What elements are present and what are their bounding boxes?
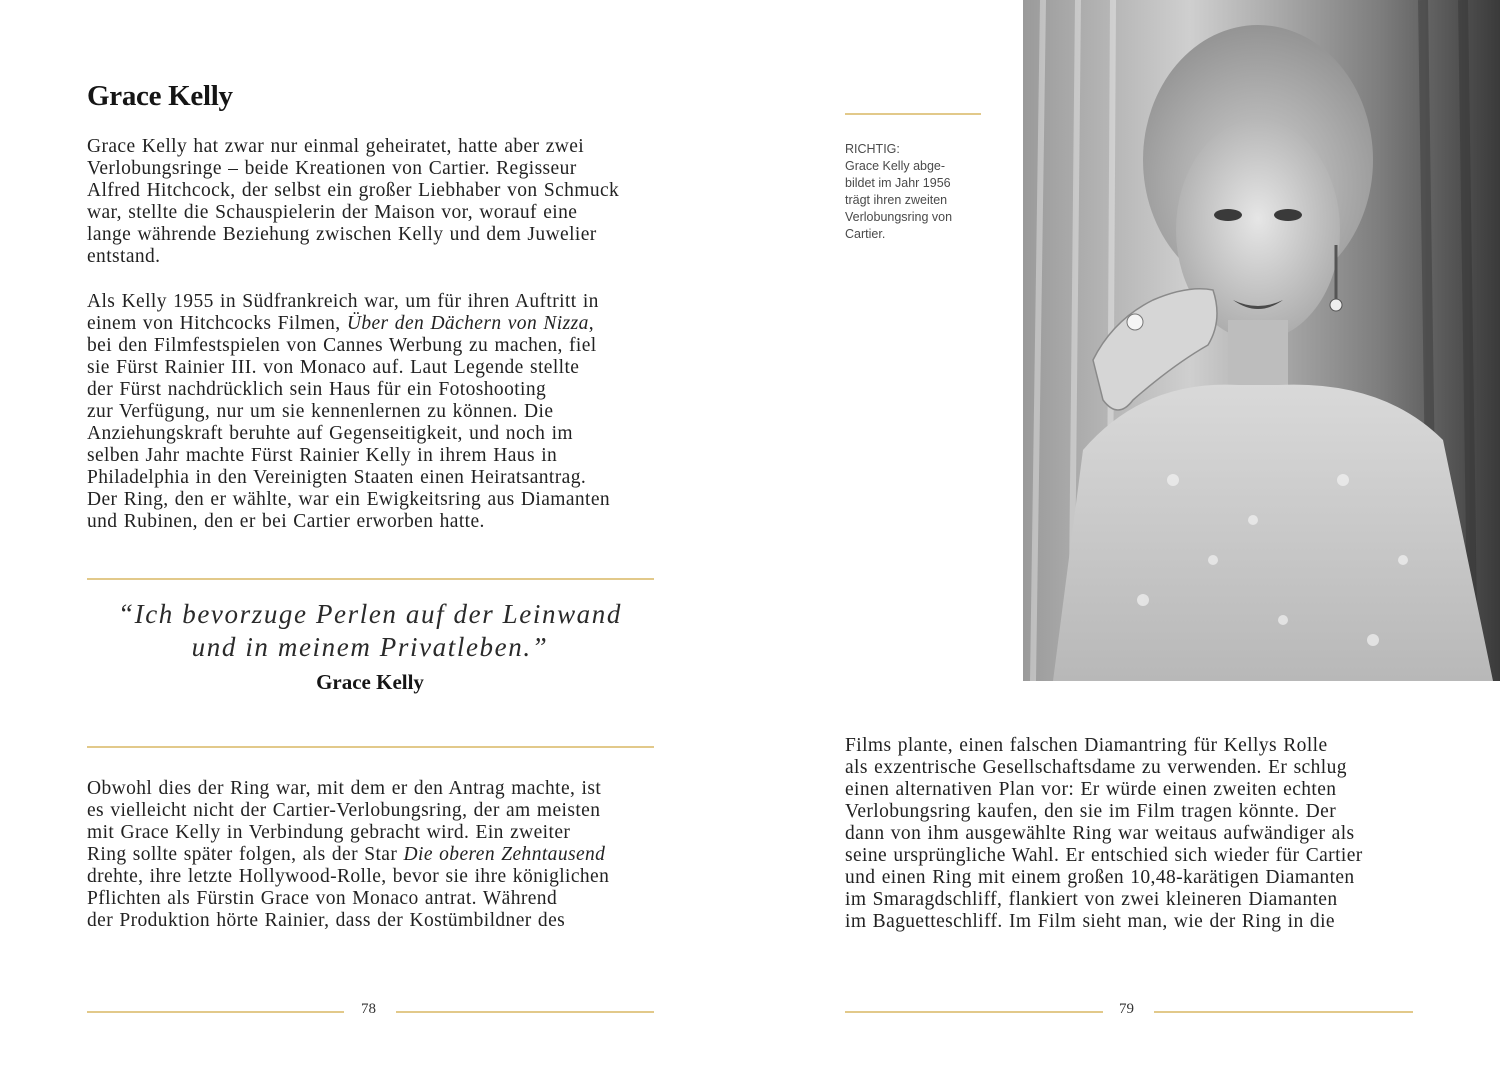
paragraph-1: Grace Kelly hat zwar nur einmal geheiratet, hatte aber zwei Verlobungsringe – beide Kreationen von Cartier. Regisseur Alfred Hitchcock, der selbst ein großer Liebhaber von Schmuck war, stellte die Schauspielerin der Maison vor, worauf eine lange währende Beziehung zwischen Kelly und dem Juwelier entstand. <box>87 136 620 267</box>
page-heading: Grace Kelly <box>87 80 233 112</box>
caption-rule <box>845 113 981 115</box>
paragraph-3-part-a: Obwohl dies der Ring war, mit dem er den Antrag machte, ist es vielleicht nicht der Cartier-Verlobungsring, der am meisten mit Grace Kelly in Verbindung gebracht wird. Ein zweiter Ring sollte später folgen, als der Star <box>87 778 602 865</box>
paragraph-2-part-a: Als Kelly 1955 in Südfrankreich war, um für ihren Auftritt in einem von Hitchcocks Filmen, <box>87 291 599 334</box>
footer-rule-right-a <box>845 1011 1103 1013</box>
paragraph-2 <box>87 291 667 533</box>
paragraph-3-part-b: drehte, ihre letzte Hollywood-Rolle, bevor sie ihre königlichen Pflichten als Fürstin Grace von Monaco antrat. Während der Produktion hörte Rainier, dass der Kostümbildner des <box>87 866 610 931</box>
film-title-nizza: Über den Dächern von Nizza <box>346 313 589 334</box>
quote-bottom-rule <box>87 746 654 748</box>
footer-rule-left-a <box>87 1011 344 1013</box>
pull-quote-author: Grace Kelly <box>316 670 424 694</box>
film-title-zehntausend: Die oberen Zehntausend <box>403 844 606 865</box>
paragraph-4: Films plante, einen falschen Diamantring für Kellys Rolle als exzentrische Gesellschaftsdame zu verwenden. Er schlug einen alternativen Plan vor: Er würde einen zweiten echten Verlobungsring kaufen, den sie im Film tragen könnte. Der dann von ihm ausgewählte Ring war weitaus aufwändiger als seine ursprüngliche Wahl. Er entschied sich wieder für Cartier und einen Ring mit einem großen 10,48-karätigen Diamanten im Smaragdschliff, flankiert von zwei kleineren Diamanten im Baguetteschliff. Im Film sieht man, wie der Ring in die <box>845 735 1363 932</box>
paragraph-2-part-b: , bei den Filmfestspielen von Cannes Werbung zu machen, fiel sie Fürst Rainier III. von Monaco auf. Laut Legende stellte der Fürst nachdrücklich sein Haus für ein Fotoshooting zur Verfügung, nur um sie kennenlernen zu können. Die Anziehungskraft beruhte auf Gegenseitigkeit, und noch im selben Jahr machte Fürst Rainier Kelly in ihrem Haus in Philadelphia in den Vereinigten Staaten einen Heiratsantrag. Der Ring, den er wählte, war ein Ewigkeitsring aus Diamanten und Rubinen, den er bei Cartier erworben hatte. <box>87 313 611 532</box>
portrait-photo-icon <box>1023 0 1500 681</box>
photo-caption: RICHTIG: Grace Kelly abge- bildet im Jahr 1956 trägt ihren zweiten Verlobungsring von Cartier. <box>845 142 953 241</box>
footer-rule-right-b <box>1154 1011 1413 1013</box>
page-number-right: 79 <box>1119 1001 1134 1017</box>
quote-top-rule <box>87 578 654 580</box>
footer-rule-left-b <box>396 1011 654 1013</box>
pull-quote: “Ich bevorzuge Perlen auf der Leinwand und in meinem Privatleben.” <box>118 599 622 662</box>
paragraph-3 <box>87 778 667 932</box>
page-number-left: 78 <box>361 1001 376 1017</box>
portrait-photo <box>1023 0 1500 681</box>
